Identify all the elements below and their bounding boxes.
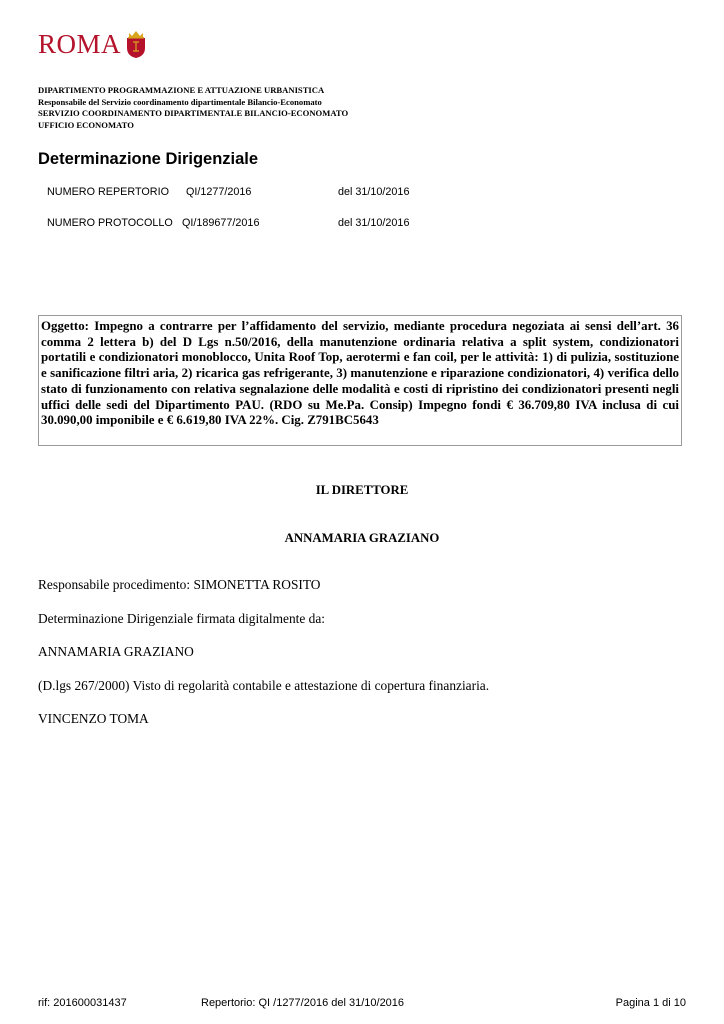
- repertorio-number: QI/1277/2016: [186, 186, 252, 198]
- subject-text: Oggetto: Impegno a contrarre per l’affidamento del servizio, mediante procedura negoziata ai sensi dell’art. 36 comma 2 lettera b) del D Lgs n.50/2016, della manutenzione ordinaria relativa a split system, condizionatori portatili e condizionatori monoblocco, Unita Roof Top, aerotermi e fan coil, per le attività: 1) di pulizia, sostituzione e sanificazione filtri aria, 2) ricarica gas refrigerante, 3) manutenzione e riparazione condizionatori, 4) verifica dello stato di funzionamento con relativa segnalazione delle modalità e costi di ripristino dei condizionatori presenti negli uffici delle sedi del Dipartimento PAU. (RDO su Me.Pa. Consip) Impegno fondi € 36.709,80 IVA inclusa di cui 30.090,00 imponibile e € 6.619,80 IVA 22%. Cig. Z791BC5643: [41, 319, 679, 428]
- department-line: DIPARTIMENTO PROGRAMMAZIONE E ATTUAZIONE URBANISTICA: [38, 85, 325, 95]
- footer-repertorio: Repertorio: QI /1277/2016 del 31/10/2016: [201, 997, 405, 1009]
- responsabile-procedimento: Responsabile procedimento: SIMONETTA ROSITO: [38, 577, 321, 592]
- footer-page-number: Pagina 1 di 10: [615, 997, 686, 1009]
- logo-text: ROMA: [38, 28, 122, 59]
- document-title: Determinazione Dirigenziale: [38, 150, 259, 168]
- signer-name: ANNAMARIA GRAZIANO: [38, 644, 194, 659]
- repertorio-date: del 31/10/2016: [338, 186, 410, 198]
- director-name: ANNAMARIA GRAZIANO: [284, 531, 440, 545]
- department-line: Responsabile del Servizio coordinamento dipartimentale Bilancio-Economato: [38, 96, 322, 107]
- repertorio-label: NUMERO REPERTORIO: [47, 186, 169, 198]
- visto-signer: VINCENZO TOMA: [38, 711, 149, 726]
- visto-regolarita: (D.lgs 267/2000) Visto di regolarità contabile e attestazione di copertura finanziaria.: [38, 678, 490, 693]
- roma-shield-icon: [125, 29, 147, 59]
- footer-rif: rif: 201600031437: [38, 997, 127, 1009]
- protocollo-date: del 31/10/2016: [338, 217, 410, 229]
- protocollo-number: QI/189677/2016: [182, 217, 260, 229]
- signed-by-label: Determinazione Dirigenziale firmata digitalmente da:: [38, 611, 326, 626]
- director-role: IL DIRETTORE: [315, 483, 409, 497]
- protocollo-label: NUMERO PROTOCOLLO: [47, 217, 173, 229]
- department-line: SERVIZIO COORDINAMENTO DIPARTIMENTALE BILANCIO-ECONOMATO: [38, 108, 349, 119]
- department-line: UFFICIO ECONOMATO: [38, 119, 134, 130]
- roma-logo: [38, 28, 147, 60]
- department-header: [38, 85, 348, 131]
- subject-box: [38, 315, 682, 446]
